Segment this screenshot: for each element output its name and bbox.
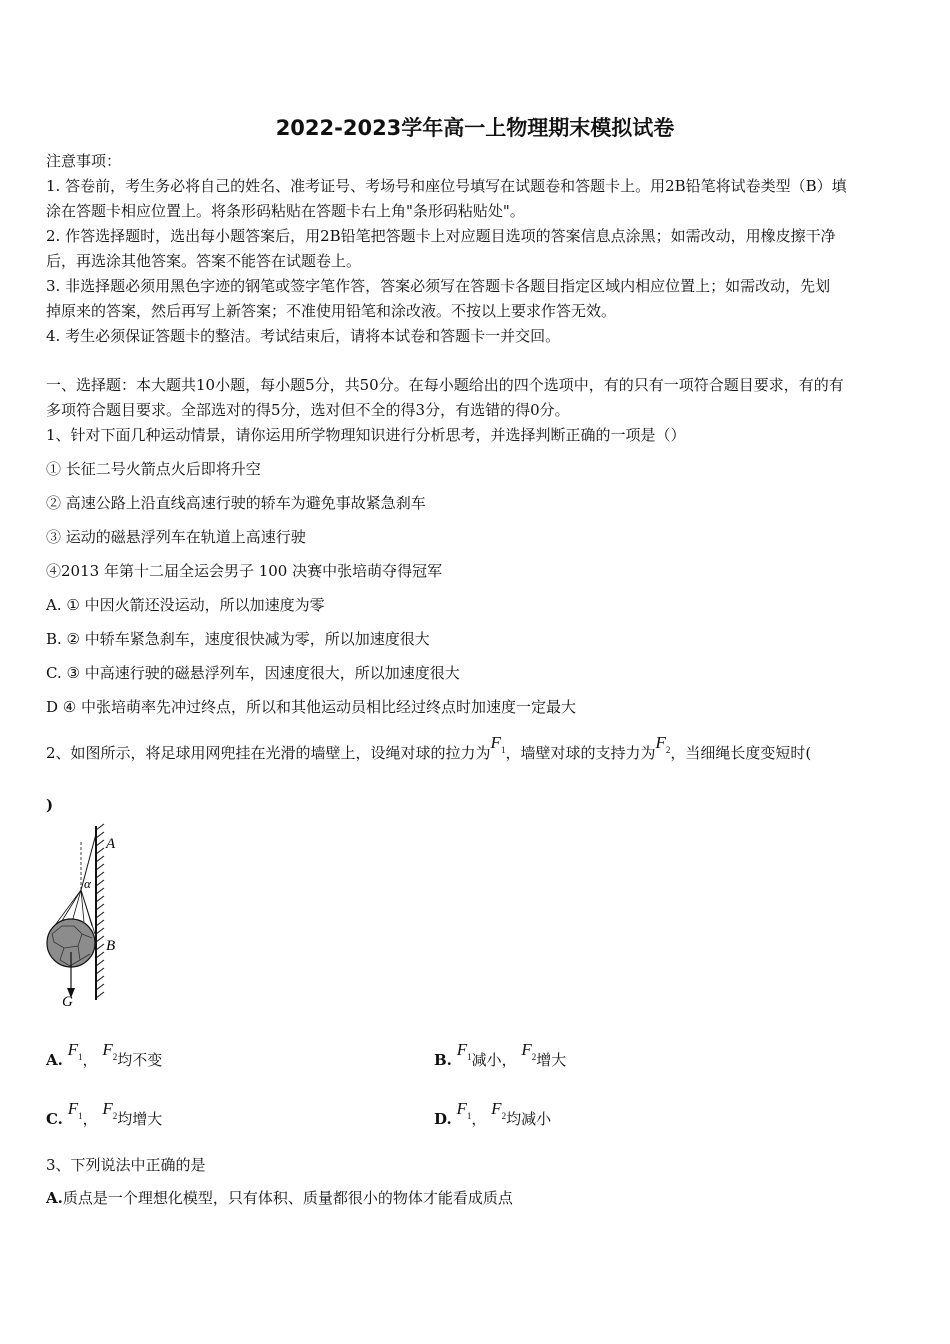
f1-symbol: $F_1$	[456, 1099, 472, 1121]
question-1-item: ② 高速公路上沿直线高速行驶的轿车为避免事故紧急刹车	[46, 494, 426, 512]
question-1-stem: 1、针对下面几种运动情景，请你运用所学物理知识进行分析思考，并选择判断正确的一项是（）	[46, 426, 686, 444]
section-heading: 一、选择题：本大题共10小题，每小题5分，共50分。在每小题给出的四个选项中，有的只有一项符合题目要求，有的有	[46, 376, 844, 394]
f1-symbol: $F_1$	[456, 1040, 472, 1062]
question-1-option-b: B. ② 中轿车紧急刹车，速度很快减为零，所以加速度很大	[46, 630, 430, 648]
question-2-option-b: B. $F_1$减小， $F_2$增大	[434, 1040, 567, 1069]
question-1-item: ③ 运动的磁悬浮列车在轨道上高速行驶	[46, 528, 306, 546]
point-b-label: B	[106, 938, 116, 954]
f2-symbol: $F_2$	[102, 1040, 118, 1062]
question-2-stem-part: 2、如图所示，将足球用网兜挂在光滑的墙壁上，设绳对球的拉力为	[46, 744, 491, 762]
f2-symbol: $F_2$	[521, 1040, 537, 1062]
notice-line: 掉原来的答案，然后再写上新答案；不准使用铅笔和涂改液。不按以上要求作答无效。	[46, 302, 617, 320]
notice-line: 2. 作答选择题时，选出每小题答案后，用2B铅笔把答题卡上对应题目选项的答案信息点涂黑；如需改动，用橡皮擦干净	[46, 227, 836, 245]
question-2-stem-end: )	[46, 796, 54, 814]
gravity-label: G	[62, 994, 73, 1010]
point-a-label: A	[106, 836, 116, 852]
notice-line: 3. 非选择题必须用黑色字迹的钢笔或签字笔作答，答案必须写在答题卡各题目指定区域内相应位置上；如需改动，先划	[46, 277, 831, 295]
question-3-stem: 3、下列说法中正确的是	[46, 1156, 206, 1174]
ball-on-wall-figure	[40, 822, 130, 1012]
question-1-option-d: D ④ 中张培萌率先冲过终点，所以和其他运动员相比经过终点时加速度一定最大	[46, 698, 577, 716]
question-1-option-c: C. ③ 中高速行驶的磁悬浮列车，因速度很大，所以加速度很大	[46, 664, 460, 682]
question-1-item: ④2013 年第十二届全运会男子 100 决赛中张培萌夺得冠军	[46, 562, 443, 580]
notice-line: 4. 考生必须保证答题卡的整洁。考试结束后，请将本试卷和答题卡一并交回。	[46, 327, 561, 345]
question-2-stem-part: ，墙壁对球的支持力为	[505, 744, 656, 762]
notice-heading: 注意事项：	[46, 152, 122, 170]
question-2-option-a: A. $F_1$， $F_2$均不变	[46, 1040, 163, 1069]
f2-symbol: $F_2$	[491, 1099, 507, 1121]
question-3-option-a: A.质点是一个理想化模型，只有体积、质量都很小的物体才能看成质点	[46, 1189, 513, 1207]
f1-symbol: $F_1$	[67, 1040, 83, 1062]
wall-hatching	[96, 824, 104, 998]
question-1-item: ① 长征二号火箭点火后即将升空	[46, 460, 261, 478]
section-heading: 多项符合题目要求。全部选对的得5分，选对但不全的得3分，有选错的得0分。	[46, 401, 570, 419]
question-2-option-c: C. $F_1$， $F_2$均增大	[46, 1099, 163, 1128]
question-1-option-a: A. ① 中因火箭还没运动，所以加速度为零	[46, 596, 325, 614]
notice-line: 后，再选涂其他答案。答案不能答在试题卷上。	[46, 252, 362, 270]
question-2-stem	[46, 733, 812, 765]
page-title: 2022-2023学年高一上物理期末模拟试卷	[275, 116, 675, 140]
f1-symbol: $F_1$	[490, 733, 506, 755]
f2-symbol: $F_2$	[102, 1099, 118, 1121]
question-2-option-d: D. $F_1$， $F_2$均减小	[434, 1099, 552, 1128]
question-2-stem-part: ，当细绳长度变短时(	[670, 744, 812, 762]
notice-line: 涂在答题卡相应位置上。将条形码粘贴在答题卡右上角"条形码粘贴处"。	[46, 202, 525, 220]
alpha-label: α	[84, 876, 91, 891]
f1-symbol: $F_1$	[67, 1099, 83, 1121]
f2-symbol: $F_2$	[655, 733, 671, 755]
notice-line: 1. 答卷前，考生务必将自己的姓名、准考证号、考场号和座位号填写在试题卷和答题卡上。用2B铅笔将试卷类型（B）填	[46, 177, 847, 195]
